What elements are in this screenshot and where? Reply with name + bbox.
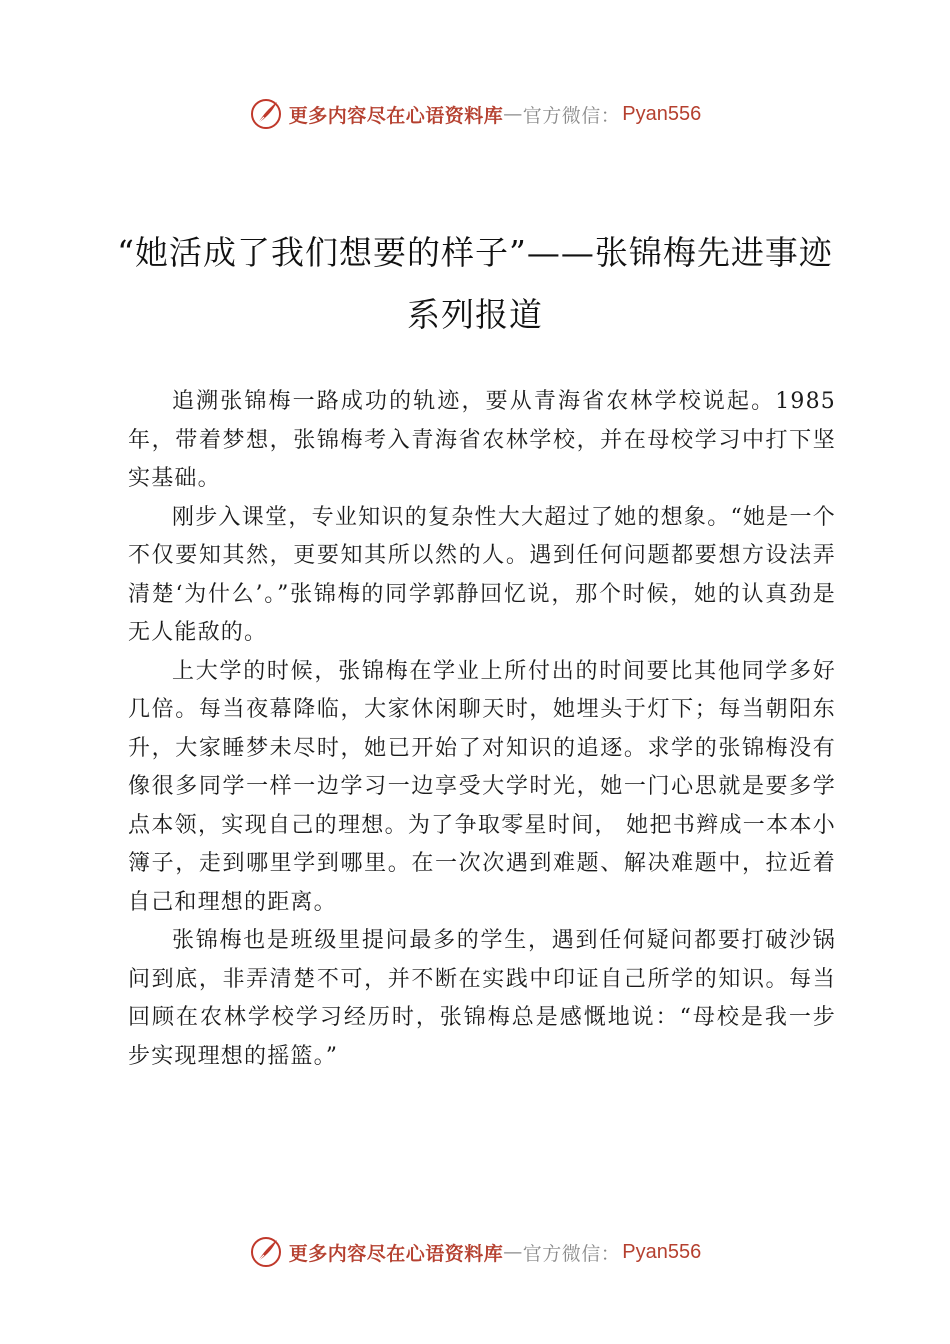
paragraph-4: 张锦梅也是班级里提问最多的学生，遇到任何疑问都要打破沙锅问到底，非弄清楚不可，并不断在实践中印证自己所学的知识。每当回顾在农林学校学习经历时，张锦梅总是感慨地说：“母校是我一步步实现理想的摇篮。” bbox=[128, 928, 836, 1069]
banner-separator: — bbox=[503, 103, 523, 125]
wechat-id: Pyan556 bbox=[622, 102, 702, 125]
quill-pen-logo-icon bbox=[249, 1235, 283, 1269]
paragraph-3: 上大学的时候，张锦梅在学业上所付出的时间要比其他同学多好几倍。每当夜幕降临，大家休闲聊天时，她埋头于灯下；每当朝阳东升，大家睡梦未尽时，她已开始了对知识的追逐。求学的张锦梅没有像很多同学一样一边学习一边享受大学时光，她一门心思就是要多学点本领，实现自己的理想。为了争取零星时间， 她把书辫成一本本小簿子，走到哪里学到哪里。在一次次遇到难题、解决难题中，拉近着自己和理想的距离。 bbox=[128, 658, 836, 915]
footer-banner bbox=[0, 1232, 950, 1272]
brand-text: 更多内容尽在心语资料库 bbox=[288, 1242, 504, 1265]
quill-pen-logo-icon bbox=[249, 97, 283, 131]
article-title: “她活成了我们想要的样子”——张锦梅先进事迹系列报道 bbox=[117, 233, 833, 334]
wechat-label: 官方微信： bbox=[522, 1242, 621, 1265]
article-body bbox=[128, 383, 836, 1076]
wechat-id: Pyan556 bbox=[622, 1240, 702, 1263]
brand-text: 更多内容尽在心语资料库 bbox=[288, 104, 504, 127]
banner-separator: — bbox=[503, 1241, 523, 1263]
header-banner bbox=[0, 94, 950, 134]
paragraph-2: 刚步入课堂，专业知识的复杂性大大超过了她的想象。“她是一个不仅要知其然，更要知其所以然的人。遇到任何问题都要想方设法弄清楚‘为什么’。”张锦梅的同学郭静回忆说，那个时候，她的认真劲是无人能敌的。 bbox=[128, 504, 836, 645]
paragraph-1: 追溯张锦梅一路成功的轨迹，要从青海省农林学校说起。1985年，带着梦想，张锦梅考入青海省农林学校，并在母校学习中打下坚实基础。 bbox=[128, 389, 836, 491]
wechat-label: 官方微信： bbox=[522, 104, 621, 127]
